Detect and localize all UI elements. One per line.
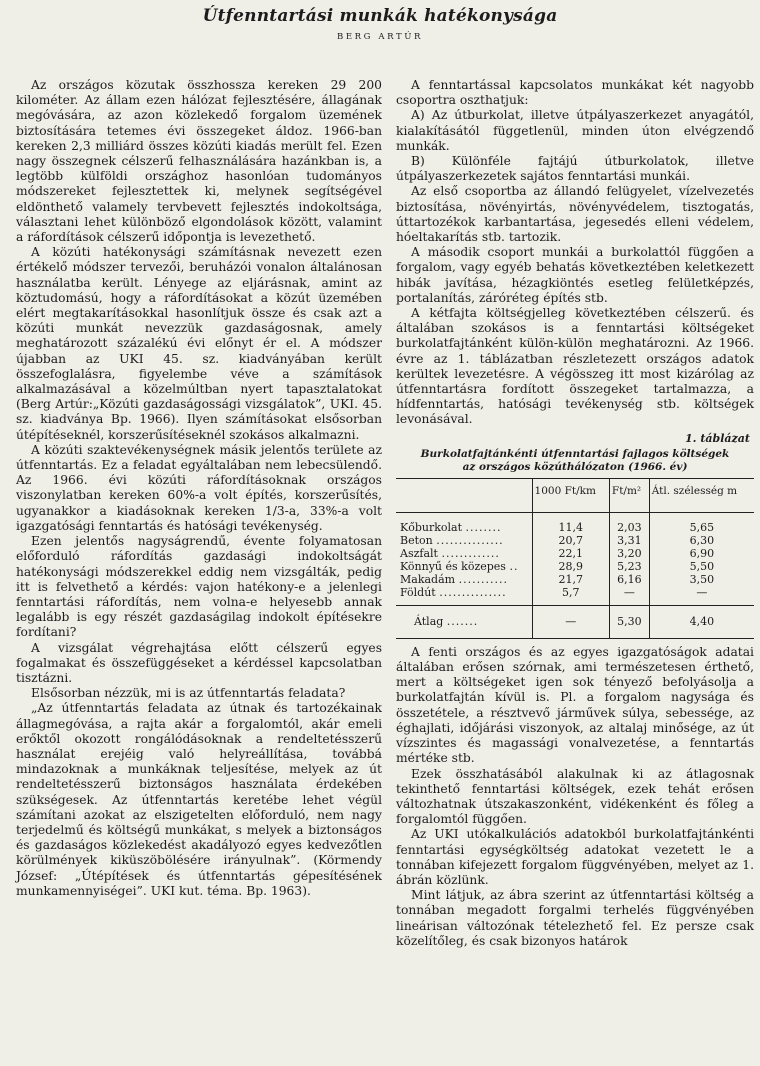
leader-dots: ............. bbox=[441, 546, 500, 560]
paragraph: A második csoport munkái a burkolattól függően a forgalom, vagy egyéb behatás következtében keletkezett hibák javítása, hézagkiöntés esetleg felületképzés, portalanítás, záróréteg építés stb. bbox=[396, 245, 754, 305]
table-cell: 6,16 bbox=[609, 573, 649, 586]
paragraph: A kétfajta költségjelleg következtében célszerű. és általában szokásos is a fenntartási költségeket burkolatfajtánként külön-külön meghatározni. Az 1966. évre az 1. táblázatban részletezett országos adatok kerültek levezetésre. A végösszeg itt most kizárólag az útfenntartásra fordított összegeket tartalmazza, a hídfenntartás, hatósági tevékenység stb. költségek levonásával. bbox=[396, 306, 754, 427]
table-cell: 5,23 bbox=[609, 560, 649, 573]
table-cell: 6,90 bbox=[649, 547, 754, 560]
table-caption-line: az országos közúthálózaton (1966. év) bbox=[462, 460, 688, 473]
table-header-row bbox=[396, 478, 754, 512]
table-cell: 5,50 bbox=[649, 560, 754, 573]
row-label: Könnyű és közepes bbox=[400, 559, 506, 573]
leader-dots: .. bbox=[509, 559, 519, 573]
table-cell: 22,1 bbox=[532, 547, 609, 560]
table-cell: — bbox=[532, 605, 609, 638]
table-header-cell: Átl. szélesség m bbox=[649, 478, 754, 512]
paragraph: A fenti országos és az egyes igazgatóságok adatai általában erősen szórnak, ami természetesen érthető, mert a költségeket igen sok tényező befolyásolja a burkolatfajtán kívül is. Pl. a forgalom nagysága és összetétele, a résztvevő járművek súlya, sebessége, az éghajlati, időjárási viszonyok, az altalaj minősége, az út vízszintes és magassági vonalvezetése, a fenntartás mértéke stb. bbox=[396, 644, 754, 766]
row-label: Aszfalt bbox=[400, 546, 438, 560]
leader-dots: ........... bbox=[458, 572, 509, 586]
paragraph: A) Az útburkolat, illetve útpályaszerkezet anyagától, kialakításától függetlenül, minden úton elvégzendő munkák. bbox=[396, 108, 754, 153]
paragraph: B) Különféle fajtájú útburkolatok, illetve útpályaszerkezetek sajátos fenntartási munkái. bbox=[396, 154, 754, 184]
row-label: Makadám bbox=[400, 572, 456, 586]
table-cell: 5,65 bbox=[649, 512, 754, 534]
leader-dots: ............... bbox=[436, 533, 504, 547]
table-cell: 3,20 bbox=[609, 547, 649, 560]
article-author: BERG ARTÚR bbox=[337, 32, 423, 42]
table-row bbox=[396, 512, 754, 534]
quote-paragraph: „Az útfenntartás feladata az útnak és tartozékainak állagmegóvása, a rajta akár a forgalomtól, akár emeli erőktől okozott rongálódásoknak a rendeltetésszerű használat erejéig való helyreállítása, továbbá mindazoknak a munkáknak teljesítése, melyek az út rendeltetésszerű biztonságos használata érdekében szükségesek. Az útfenntartás keretébe lehet végül számítani azokat az elszigetelten előforduló, nem nagy terjedelmű és költségű munkákat, s melyek a biztonságos és gazdaságos közlekedést akadályozó egyes kedvezőtlen körülmények kiküszöbölésére irányulnak”. (Körmendy József: „Útépítések és útfenntartás gépesítésének munkamennyiségei”. UKI kut. téma. Bp. 1963). bbox=[16, 701, 382, 898]
leader-dots: ........ bbox=[465, 520, 502, 534]
cost-table bbox=[396, 478, 754, 639]
table-cell: 3,31 bbox=[609, 534, 649, 547]
paragraph: A vizsgálat végrehajtása előtt célszerű egyes fogalmakat és összefüggéseket a kérdéssel kapcsolatban tisztázni. bbox=[16, 640, 382, 685]
table-header-cell: 1000 Ft/km bbox=[532, 478, 609, 512]
table-row bbox=[396, 547, 754, 560]
table-cell: — bbox=[649, 586, 754, 606]
table-cell: 4,40 bbox=[649, 605, 754, 638]
table-header-cell: Ft/m² bbox=[609, 478, 649, 512]
paragraph: A közúti szaktevékenységnek másik jelentős területe az útfenntartás. Ez a feladat egyáltalában nem lebecsülendő. Az 1966. évi közúti ráfordításoknak országos viszonylatban kereken 60%-a volt építés, korszerűsítés, ugyanakkor a kiadásoknak kereken 1/3-a, 33%-a volt igazgatósági fenntartás és hatósági tevékenység. bbox=[16, 442, 382, 533]
table-cell: 5,30 bbox=[609, 605, 649, 638]
table-cell: 11,4 bbox=[532, 512, 609, 534]
row-label: Kőburkolat bbox=[400, 520, 463, 534]
table-caption bbox=[396, 448, 754, 474]
paragraph: Ezen jelentős nagyságrendű, évente folyamatosan előforduló ráfordítás gazdasági indokoltságát hatékonysági módszerekkel eddig nem vizsgálták, pedig itt is felvethető a kérdés: vajon hatékony-e a jelenlegi fenntartási ráfordítás, nem volna-e helyesebb annak legalább is egy részét gazdaságilag indokolt építésekre fordítani? bbox=[16, 534, 382, 640]
row-label: Átlag bbox=[414, 614, 444, 628]
table-reference: 1. táblázat bbox=[685, 431, 750, 445]
left-column bbox=[16, 78, 382, 899]
leader-dots: ............... bbox=[439, 585, 507, 599]
row-label: Beton bbox=[400, 533, 433, 547]
table-row bbox=[396, 560, 754, 573]
table-row bbox=[396, 573, 754, 586]
paragraph: Mint látjuk, az ábra szerint az útfenntartási költség a tonnában megadott forgalmi terhelés függvényében lineárisan változónak tételezhető fel. Ez persze csak közelítőleg, és csak bizonyos határok bbox=[396, 888, 754, 948]
paragraph: Az országos közutak összhossza kereken 29 200 kilométer. Az állam ezen hálózat fejlesztésére, állagának megóvására, az azon közlekedő forgalom üzemének biztosítására tetemes évi összegeket áldoz. 1966-ban kereken 2,3 milliárd összes közúti kiadás merült fel. Ezen nagy összegnek célszerű felhasználására hazánkban is, a legtöbb külföldi országhoz hasonlóan tudományos módszereket fejlesztettek ki, melynek segítségével eldönthető valamely tervbevett fejlesztés indokoltsága, választani lehet különböző elgondolások között, valamint a ráfordítások célszerű időpontja is levezethető. bbox=[16, 78, 382, 245]
table-caption-line: Burkolatfajtánkénti útfenntartási fajlagos költségek bbox=[420, 447, 730, 460]
row-label: Földút bbox=[400, 585, 436, 599]
paragraph: Ezek összhatásából alakulnak ki az átlagosnak tekinthető fenntartási költségek, ezek tehát erősen változhatnak útszakaszonként, vidékenként és főleg a forgalomtól függően. bbox=[396, 766, 754, 827]
table-cell: 21,7 bbox=[532, 573, 609, 586]
table-cell: 6,30 bbox=[649, 534, 754, 547]
leader-dots: ....... bbox=[446, 614, 479, 628]
table-cell: — bbox=[609, 586, 649, 606]
table-cell: 28,9 bbox=[532, 560, 609, 573]
paragraph: A fenntartással kapcsolatos munkákat két nagyobb csoportra oszthatjuk: bbox=[396, 78, 754, 108]
table-cell: 20,7 bbox=[532, 534, 609, 547]
table-cell: 5,7 bbox=[532, 586, 609, 606]
table-row bbox=[396, 534, 754, 547]
table-header-empty bbox=[396, 478, 532, 512]
paragraph: Az első csoportba az állandó felügyelet, vízelvezetés biztosítása, növényirtás, növényvédelem, tisztogatás, úttartozékok karbantartása, jegesedés elleni védelem, hóeltakarítás stb. tartozik. bbox=[396, 184, 754, 245]
paragraph: A közúti hatékonysági számításnak nevezett ezen értékelő módszer tervezői, beruházói vonalon általánosan használatba került. Lényege az eljárásnak, amint az köztudomású, hogy a ráfordításokat a közút üzemében elért megtakarításokkal hasonlítjuk össze és csak azt a közúti munkát nevezzük gazdaságosnak, amely meghatározott százalékú évi előnyt ér el. A módszer újabban az UKI 45. sz. kiadványában került összefoglalásra, figyelembe véve a számítások alkalmazásával a közelmúltban nyert tapasztalatokat (Berg Artúr:„Közúti gazdaságossági vizsgálatok”, UKI. 45. sz. kiadványa Bp. 1966). Ilyen számításokat elsősorban útépítéseknél, korszerűsítéseknél szokásos alkalmazni. bbox=[16, 245, 382, 442]
table-average-row bbox=[396, 605, 754, 638]
table-row bbox=[396, 586, 754, 606]
right-column bbox=[396, 78, 754, 949]
paragraph: Az UKI utókalkulációs adatokból burkolatfajtánkénti fenntartási egységköltség adatokat vezetett le a tonnában kifejezett forgalom függvényében, melyet az 1. ábrán közlünk. bbox=[396, 827, 754, 887]
article-title: Útfenntartási munkák hatékonysága bbox=[202, 6, 558, 26]
paragraph: Elsősorban nézzük, mi is az útfenntartás feladata? bbox=[31, 686, 346, 701]
table-cell: 3,50 bbox=[649, 573, 754, 586]
table-cell: 2,03 bbox=[609, 512, 649, 534]
